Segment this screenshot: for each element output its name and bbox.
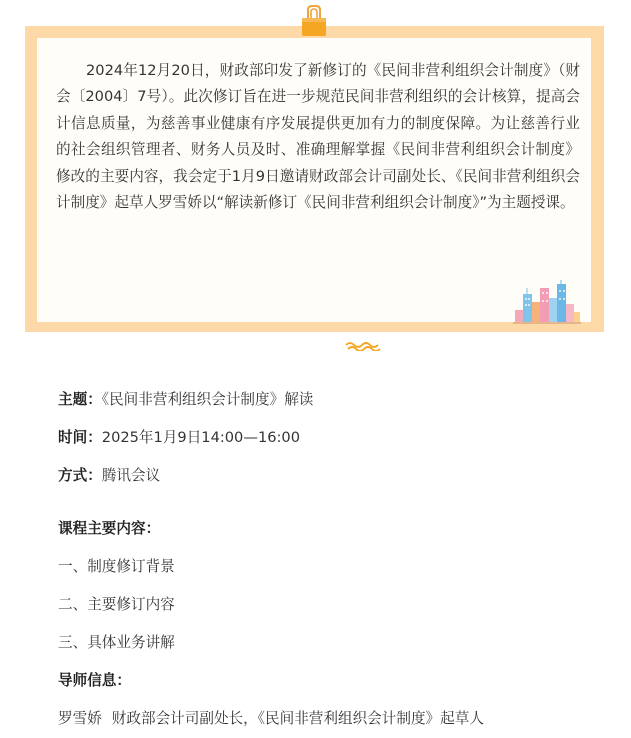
method-label: 方式：: [58, 467, 102, 484]
method-row: [58, 466, 160, 486]
topic-row: [58, 390, 313, 410]
city-skyline-icon: [513, 280, 581, 324]
tutor-info: [58, 709, 484, 729]
binder-clip-icon: [299, 4, 329, 38]
course-item: 三、具体业务讲解: [58, 634, 175, 651]
course-item: 一、制度修订背景: [58, 558, 175, 575]
time-value: 2025年1月9日14:00—16:00: [101, 429, 300, 446]
topic-label: 主题：: [58, 391, 102, 408]
course-heading: 课程主要内容：: [58, 520, 161, 537]
tutor-name: 罗雪娇: [58, 710, 102, 727]
method-value: 腾讯会议: [101, 467, 161, 484]
tutor-heading: 导师信息：: [58, 672, 131, 689]
intro-text: 2024年12月20日，财政部印发了新修订的《民间非营利组织会计制度》（财会〔2004〕7号）。此次修订旨在进一步规范民间非营利组织的会计核算，提高会计信息质量，为慈善事业健康有序发展提供更加有力的制度保障。为让慈善行业的社会组织管理者、财务人员及时、准确理解掌握《民间非营利组织会计制度》修改的主要内容，我会定于1月9日邀请财政部会计司副处长、《民间非营利组织会计制度》起草人罗雪娇以“解读新修订《民间非营利组织会计制度》”为主题授课。: [56, 62, 580, 212]
tutor-title: 财政部会计司副处长，《民间非营利组织会计制度》起草人: [111, 710, 484, 727]
intro-paragraph: [56, 58, 580, 216]
course-item: 二、主要修订内容: [58, 596, 175, 613]
time-label: 时间：: [58, 429, 102, 446]
time-row: [58, 428, 300, 448]
wave-divider-icon: [345, 341, 381, 351]
topic-value: 《民间非营利组织会计制度》解读: [101, 391, 314, 408]
